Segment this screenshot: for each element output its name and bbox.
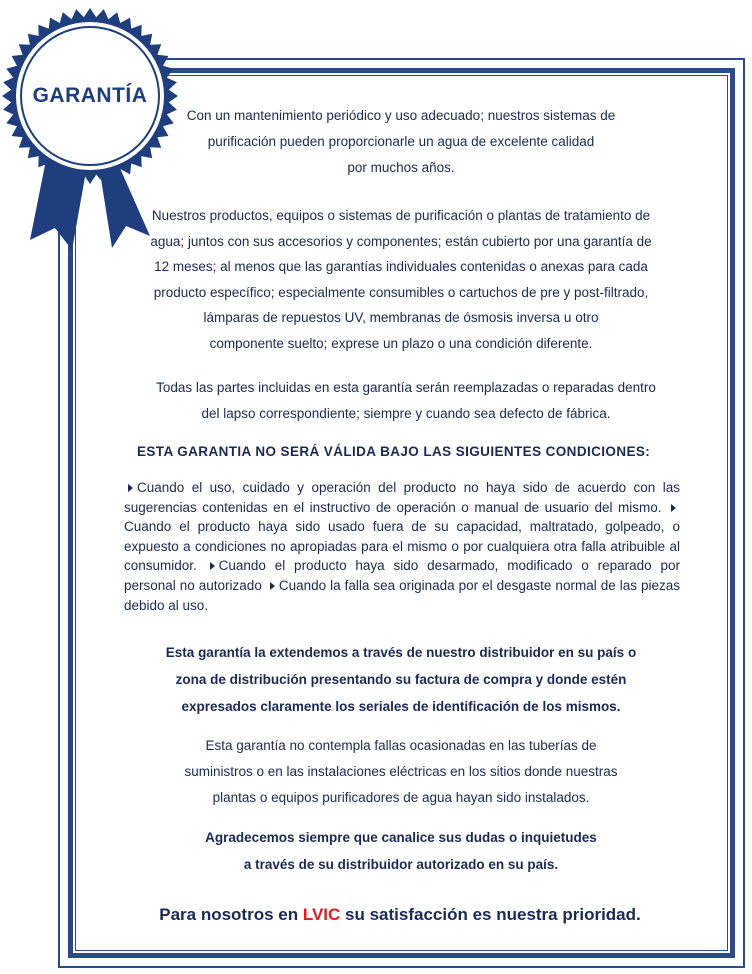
conditions-list [124, 478, 680, 615]
bullet-arrow-icon [210, 562, 215, 570]
closing-statement [100, 905, 700, 925]
distributor-line: zona de distribución presentando su factura de compra y donde estén [175, 672, 627, 687]
distributor-paragraph [110, 639, 692, 720]
thanks-line: Agradecemos siempre que canalice sus dudas o inquietudes [205, 830, 597, 845]
replacement-paragraph [106, 375, 706, 427]
coverage-line: lámparas de repuestos UV, membranas de ósmosis inversa u otro [203, 310, 599, 325]
coverage-paragraph [110, 203, 692, 356]
intro-line: Con un mantenimiento periódico y uso adecuado; nuestros sistemas de [186, 108, 616, 123]
coverage-line: agua; juntos con sus accesorios y componentes; están cubierto por una garantía de [150, 233, 652, 249]
bullet-arrow-icon [128, 484, 133, 492]
coverage-line: 12 meses; al menos que las garantías individuales contenidas o anexas para cada [154, 259, 648, 274]
intro-line: purificación pueden proporcionarle un agua de excelente calidad [207, 134, 595, 149]
exclusion-line: suministros o en las instalaciones eléctricas en los sitios donde nuestras [184, 764, 618, 779]
intro-line: por muchos años. [347, 160, 455, 175]
condition-item: Cuando la falla sea originada por el desgaste normal de las piezas debido al uso. [124, 577, 680, 613]
distributor-line: expresados claramente los seriales de identificación de los mismos. [181, 699, 621, 714]
badge-label: GARANTÍA [32, 84, 148, 107]
brand-name: LVIC [302, 905, 341, 924]
condition-item: Cuando el producto haya sido desarmado, modificado o reparado por personal no autorizado [124, 558, 680, 593]
exclusion-line: plantas o equipos purificadores de agua hayan sido instalados. [212, 790, 590, 805]
bullet-arrow-icon [270, 582, 275, 590]
thanks-line: a través de su distribuidor autorizado en su país. [243, 857, 559, 872]
coverage-line: componente suelto; exprese un plazo o una condición diferente. [209, 335, 593, 351]
intro-paragraph [110, 103, 692, 181]
condition-item: Cuando el producto haya sido usado fuera de su capacidad, maltratado, golpeado, o expuesto a condiciones no apropiadas para el mismo o por cualquiera otra falla atribuible al consumidor. [124, 519, 680, 574]
exclusion-paragraph [110, 733, 692, 811]
closing-prefix: Para nosotros en [159, 905, 303, 924]
replacement-line: Todas las partes incluidas en esta garantía serán reemplazadas o reparadas dentro [156, 380, 656, 395]
replacement-line: del lapso correspondiente; siempre y cuando sea defecto de fábrica. [201, 406, 611, 421]
condition-item: Cuando el uso, cuidado y operación del producto no haya sido de acuerdo con las sugerencias contenidas en el instructivo de operación o manual de usuario del mismo. [124, 480, 680, 515]
thanks-paragraph [110, 824, 692, 878]
distributor-line: Esta garantía la extendemos a través de nuestro distribuidor en su país o [165, 645, 637, 660]
exclusion-line: Esta garantía no contempla fallas ocasionadas en las tuberías de [205, 738, 597, 753]
conditions-heading: ESTA GARANTIA NO SERÁ VÁLIDA BAJO LAS SIGUIENTES CONDICIONES: [137, 444, 651, 459]
coverage-line: producto específico; especialmente consumibles o cartuchos de pre y post-filtrado, [153, 284, 649, 300]
coverage-line: Nuestros productos, equipos o sistemas de purificación o plantas de tratamiento de [151, 208, 651, 223]
bullet-arrow-icon [671, 504, 676, 512]
closing-suffix: su satisfacción es nuestra prioridad. [340, 905, 641, 924]
